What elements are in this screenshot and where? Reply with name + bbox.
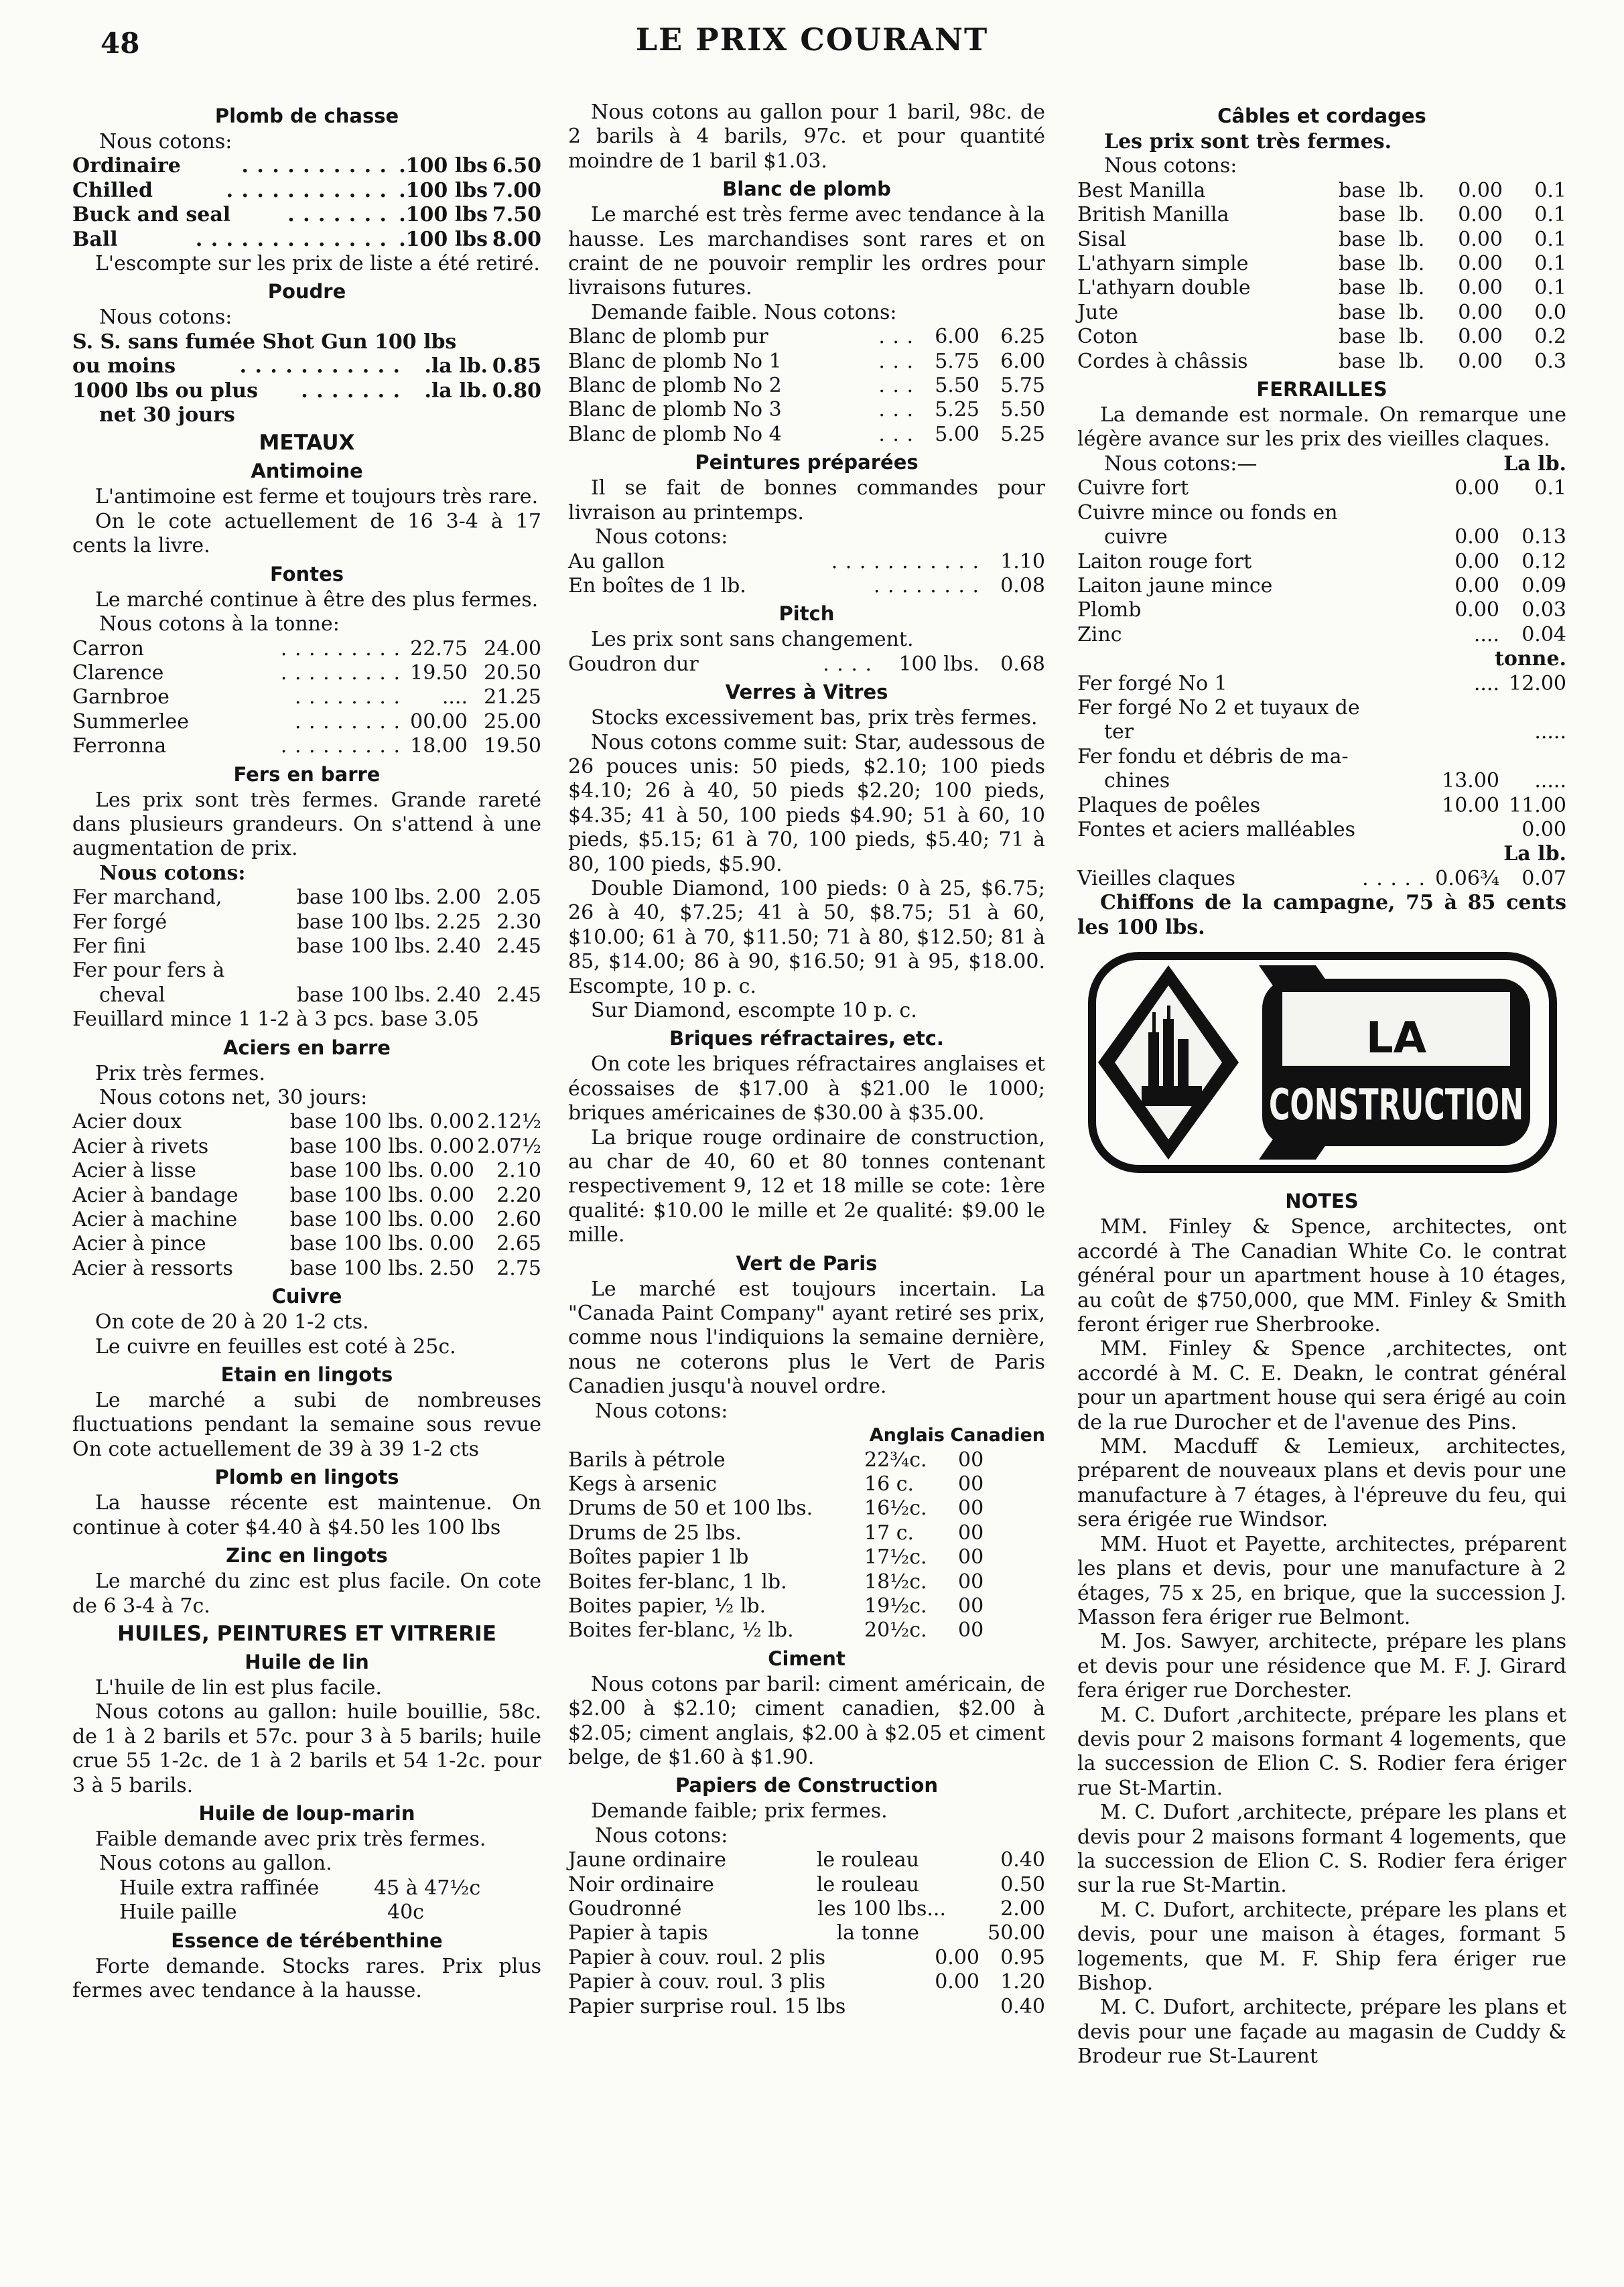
paragraph: L'antimoine est ferme et toujours très rare.: [95, 485, 539, 509]
section-title-poudre: Poudre: [267, 280, 346, 303]
paragraph: Stocks excessivement bas, prix très fermes.: [591, 706, 1038, 730]
section-title-fers-barre: Fers en barre: [233, 762, 381, 786]
section-title-papiers: Papiers de Construction: [675, 1774, 939, 1797]
price-list: [1077, 672, 1566, 843]
price-row: Jute base lb. 0.00 0.0: [1077, 300, 1566, 324]
price-row: ter .....: [1104, 720, 1566, 744]
price-row: Acier à bandage base 100 lbs. 0.00 2.20: [72, 1183, 541, 1207]
paragraph: Forte demande. Stocks rares. Prix plus fermes avec tendance à la hausse.: [72, 1954, 541, 2002]
price-row: Plomb 0.00 0.03: [1077, 598, 1566, 622]
price-row: L'athyarn double base lb. 0.00 0.1: [1077, 276, 1566, 300]
section-title-verres: Verres à Vitres: [725, 681, 888, 704]
paragraph: On cote les briques réfractaires anglaises et écossaises de $17.00 à $21.00 le 1000; briques américaines de $30.00 à $35.00.: [568, 1052, 1045, 1125]
running-head: LE PRIX COURANT: [635, 21, 989, 58]
price-row: Blanc de plomb pur . . . 6.00 6.25: [568, 325, 1045, 349]
price-row: Papier à couv. roul. 2 plis 0.00 0.95: [568, 1945, 1045, 1969]
section-title-fontes: Fontes: [270, 562, 344, 585]
notes-list: [1077, 1215, 1566, 2069]
price-row: Barils à pétrole 22¾c. 00: [568, 1448, 984, 1472]
unit-label: La lb.: [1503, 842, 1566, 866]
paragraph: Le cuivre en feuilles est coté à 25c.: [95, 1334, 456, 1359]
intro: Nous cotons:: [595, 1399, 728, 1423]
price-row: Huile paille 40c: [119, 1900, 424, 1925]
price-row: Carron . . . . . . . . . 22.75 24.00: [72, 636, 541, 661]
section-title-ferrailles: FERRAILLES: [1256, 378, 1388, 401]
price-row: Fer fondu et débris de ma-: [1077, 744, 1349, 768]
intro: Nous cotons:: [595, 525, 728, 549]
paragraph: Demande faible. Nous cotons:: [591, 300, 897, 324]
column-1: [72, 100, 541, 2003]
price-row: chines 13.00 .....: [1104, 769, 1566, 793]
section-title-cables: Câbles et cordages: [1217, 105, 1426, 127]
intro: Nous cotons:: [1104, 154, 1237, 178]
price-list: [72, 637, 541, 759]
price-row: 1000 lbs ou plus . . . . . . . .la lb. 0.80: [72, 378, 541, 403]
price-row: Acier à ressorts base 100 lbs. 2.50 2.75: [72, 1256, 541, 1280]
section-title-briques: Briques réfractaires, etc.: [669, 1027, 944, 1050]
paragraph: Prix très fermes.: [95, 1061, 265, 1085]
price-row: Cuivre fort 0.00 0.1: [1077, 476, 1566, 500]
price-row: Fer forgé No 1 .... 12.00: [1077, 671, 1566, 695]
terms: net 30 jours: [99, 403, 235, 427]
price-row: Fer fini base 100 lbs. 2.40 2.45: [72, 934, 541, 958]
intro: Nous cotons:— La lb.: [1104, 452, 1566, 476]
intro: Nous cotons:: [99, 861, 246, 885]
note-item: M. C. Dufort ,architecte, prépare les plans et devis pour 2 maisons formant 4 logements, que la succession de Elion C. S. Rodier fera ériger rue St-Martin.: [1077, 1703, 1566, 1800]
price-row: Acier doux base 100 lbs. 0.00 2.12½: [72, 1110, 541, 1134]
note-item: MM. Finley & Spence, architectes, ont accordé à The Canadian White Co. le contrat général pour un apartment house à 10 étages, au coût de $750,000, que MM. Finley & Smith feront ériger rue Sherbrooke.: [1077, 1215, 1566, 1337]
price-row: cuivre 0.00 0.13: [1104, 525, 1566, 549]
price-row: Ordinaire . . . . . . . . . . .100 lbs 6.50: [72, 154, 541, 178]
intro: Nous cotons:: [99, 305, 232, 330]
price-row: Drums de 25 lbs. 17 c. 00: [568, 1521, 984, 1545]
price-list: [1077, 179, 1566, 374]
price-list: [568, 325, 1045, 447]
line: Feuillard mince 1 1-2 à 3 pcs. base 3.05: [72, 1008, 480, 1032]
price-row: Goudronné les 100 lbs... 2.00: [568, 1897, 1045, 1921]
paragraph: Sur Diamond, escompte 10 p. c.: [591, 999, 917, 1022]
price-row: Cordes à châssis base lb. 0.00 0.3: [1077, 349, 1566, 373]
price-row: Summerlee . . . . . . . . 00.00 25.00: [72, 709, 541, 734]
price-row: Noir ordinaire le rouleau 0.50: [568, 1872, 1045, 1896]
price-row: Fer forgé base 100 lbs. 2.25 2.30: [72, 910, 541, 934]
intro: Nous cotons net, 30 jours:: [99, 1086, 368, 1109]
section-title-ciment: Ciment: [768, 1647, 845, 1670]
section-title-huile-lin: Huile de lin: [245, 1650, 369, 1673]
paragraph: Chiffons de la campagne, 75 à 85 cents les 100 lbs.: [1077, 891, 1566, 939]
paragraph: Nous cotons par baril: ciment américain, de $2.00 à $2.10; ciment canadien, $2.00 à $2.05; ciment anglais, $2.00 à $2.05 et ciment belge, de $1.60 à $1.90.: [568, 1672, 1045, 1769]
paragraph: Nous cotons comme suit: Star, audessous de 26 pouces unis: 50 pieds, $2.10; 100 pieds $4.10; 26 à 40, 50 pieds $2.20; 100 pieds, $4.35; 41 à 50, 100 pieds $4.90; 51 à 60, 10 pieds, $5.15; 61 à 70, 100 pieds, $5.40; 71 à 80, 100 pieds, $5.90.: [568, 730, 1045, 876]
price-row: Fer marchand, base 100 lbs. 2.00 2.05: [72, 886, 541, 910]
price-row: Coton base lb. 0.00 0.2: [1077, 325, 1566, 349]
price-row: Boites fer-blanc, 1 lb. 18½c. 00: [568, 1570, 984, 1594]
price-row: Plaques de poêles 10.00 11.00: [1077, 793, 1566, 817]
section-title-huiles: HUILES, PEINTURES ET VITRERIE: [117, 1621, 496, 1646]
price-row: Buck and seal . . . . . . . .100 lbs 7.50: [72, 203, 541, 227]
price-list: [72, 886, 541, 1008]
note-item: M. C. Dufort ,architecte, prépare les plans et devis pour 2 maisons formant 4 logements, que la succession de Elion C. S. Rodier fera ériger sur la rue St-Martin.: [1077, 1801, 1566, 1898]
price-row: Sisal base lb. 0.00 0.1: [1077, 227, 1566, 251]
price-row: ou moins . . . . . . . . . . . .la lb. 0.85: [72, 354, 541, 378]
paragraph: La demande est normale. On remarque une légère avance sur les prix des vieilles claques.: [1077, 403, 1566, 452]
paragraph: Nous cotons au gallon pour 1 baril, 98c. de 2 barils à 4 barils, 97c. et pour quantité moindre de 1 baril $1.03.: [568, 100, 1045, 173]
paragraph: La hausse récente est maintenue. On continue à coter $4.40 à $4.50 les 100 lbs: [72, 1491, 541, 1539]
price-row: Acier à machine base 100 lbs. 0.00 2.60: [72, 1208, 541, 1232]
price-row: Best Manilla base lb. 0.00 0.1: [1077, 178, 1566, 202]
paragraph: Le marché est toujours incertain. La "Canada Paint Company" ayant retiré ses prix, comme nous l'indiquions la semaine dernière, nous ne coterons plus le Vert de Paris Canadien jusqu'à nouvel ordre.: [568, 1277, 1045, 1399]
price-row: Clarence . . . . . . . . . 19.50 20.50: [72, 661, 541, 685]
price-list: [72, 154, 541, 252]
note-item: M. C. Dufort, architecte, prépare les plans et devis pour une façade au magasin de Cuddy & Brodeur rue St-Laurent: [1077, 1996, 1566, 2069]
price-row: L'athyarn simple base lb. 0.00 0.1: [1077, 252, 1566, 276]
section-title-huile-loup: Huile de loup-marin: [198, 1801, 415, 1825]
price-row: Blanc de plomb No 3 . . . 5.25 5.50: [568, 398, 1045, 422]
intro: Nous cotons à la tonne:: [99, 612, 340, 636]
price-row: Zinc .... 0.04: [1077, 622, 1566, 646]
line: Fer pour fers à: [72, 959, 225, 983]
price-row: Ferronna . . . . . . . . . 18.00 19.50: [72, 734, 541, 758]
price-row: Au gallon . . . . . . . . . . . 1.10: [568, 549, 1045, 573]
logo-small-text: LA: [1365, 1014, 1427, 1063]
paragraph: Le marché continue à être des plus fermes.: [95, 587, 539, 612]
paragraph: Les prix sont très fermes.: [1104, 130, 1392, 153]
section-title-vert-paris: Vert de Paris: [736, 1251, 878, 1275]
price-row: Laiton jaune mince 0.00 0.09: [1077, 573, 1566, 598]
page-number: 48: [100, 27, 140, 60]
price-row: Fontes et aciers malléables 0.00: [1077, 817, 1566, 841]
price-row: Fer forgé No 2 et tuyaux de: [1077, 695, 1360, 719]
price-row: Blanc de plomb No 2 . . . 5.50 5.75: [568, 374, 1045, 398]
line: S. S. sans fumée Shot Gun 100 lbs: [72, 330, 457, 354]
section-title-metaux: METAUX: [259, 431, 355, 456]
price-row: Garnbroe . . . . . . . . .... 21.25: [72, 685, 541, 709]
section-title-peintures: Peintures préparées: [695, 451, 919, 474]
price-row: Huile extra raffinée 45 à 47½c: [119, 1876, 481, 1900]
price-row: Blanc de plomb No 1 . . . 5.75 6.00: [568, 349, 1045, 373]
paragraph: La brique rouge ordinaire de construction, au char de 40, 60 et 80 tonnes contenant respectivement 9, 12 et 18 mille se cote: 1ère qualité: $10.00 le mille et 2e qualité: $9.00 le mille.: [568, 1125, 1045, 1247]
price-list: [1077, 476, 1566, 647]
paragraph: L'escompte sur les prix de liste a été retiré.: [95, 252, 540, 276]
section-title-plomb-chasse: Plomb de chasse: [214, 105, 399, 127]
price-row: Papier à tapis la tonne 50.00: [568, 1921, 1045, 1945]
paragraph: L'huile de lin est plus facile.: [95, 1675, 382, 1700]
price-row: Vieilles claques . . . . . 0.06¾ 0.07: [1077, 866, 1566, 890]
price-list: [72, 1110, 541, 1281]
column-2: [568, 100, 1045, 2019]
intro: Nous cotons:: [99, 130, 232, 153]
price-row: Papier surprise roul. 15 lbs 0.40: [568, 1994, 1045, 2018]
note-item: MM. Finley & Spence ,architectes, ont accordé à M. C. E. Deakn, le contrat général pour un apartment house qui sera érigé au coin de la rue Durocher et de l'avenue des Pins.: [1077, 1337, 1566, 1434]
price-row: Papier à couv. roul. 3 plis 0.00 1.20: [568, 1970, 1045, 1994]
price-row: Drums de 50 et 100 lbs. 16½c. 00: [568, 1497, 984, 1521]
price-row: Acier à pince base 100 lbs. 0.00 2.65: [72, 1232, 541, 1256]
paragraph: Il se fait de bonnes commandes pour livraison au printemps.: [568, 476, 1045, 525]
price-row: Laiton rouge fort 0.00 0.12: [1077, 549, 1566, 573]
price-row: Kegs à arsenic 16 c. 00: [568, 1472, 984, 1496]
paragraph: Demande faible; prix fermes.: [591, 1799, 888, 1823]
price-row: Ball . . . . . . . . . . . . . .100 lbs 8.00: [72, 227, 541, 251]
price-row: Blanc de plomb No 4 . . . 5.00 5.25: [568, 422, 1045, 446]
paragraph: On le cote actuellement de 16 3-4 à 17 cents la livre.: [72, 509, 541, 558]
paragraph: Nous cotons au gallon: huile bouillie, 58c. de 1 à 2 barils et 57c. pour 3 à 5 barils; huile crue 55 1-2c. de 1 à 2 barils et 54 1-2c. pour 3 à 5 barils.: [72, 1700, 541, 1797]
price-row: Boites fer-blanc, ½ lb. 20½c. 00: [568, 1618, 984, 1643]
paragraph: Les prix sont sans changement.: [591, 628, 914, 652]
price-list: [568, 1448, 1045, 1643]
price-row: Boites papier, ½ lb. 19½c. 00: [568, 1594, 984, 1618]
price-row: Acier à rivets base 100 lbs. 0.00 2.07½: [72, 1134, 541, 1158]
price-row: Acier à lisse base 100 lbs. 0.00 2.10: [72, 1159, 541, 1183]
note-item: M. C. Dufort, architecte, prépare les plans et devis, pour une maison à étages, formant 5 logements, que M. F. Ship fera ériger rue Bishop.: [1077, 1898, 1566, 1995]
intro: Nous cotons au gallon.: [99, 1852, 332, 1876]
price-row: British Manilla base lb. 0.00 0.1: [1077, 203, 1566, 227]
section-title-cuivre: Cuivre: [271, 1285, 342, 1308]
intro: Nous cotons:: [595, 1823, 728, 1848]
price-row: Goudron dur . . . . 100 lbs. 0.68: [568, 652, 1045, 676]
price-row: cheval base 100 lbs. 2.40 2.45: [99, 983, 541, 1007]
section-title-zinc-lingots: Zinc en lingots: [226, 1544, 388, 1568]
section-title-blanc-plomb: Blanc de plomb: [722, 178, 891, 201]
paragraph: Le marché est très ferme avec tendance à la hausse. Les marchandises sont rares et on craint de ne pouvoir remplir les ordres pour livraisons futures.: [568, 203, 1045, 300]
unit-label: tonne.: [1494, 647, 1566, 671]
section-title-notes: NOTES: [1285, 1190, 1359, 1213]
price-row: Jaune ordinaire le rouleau 0.40: [568, 1848, 1045, 1872]
paragraph: Faible demande avec prix très fermes.: [95, 1827, 486, 1851]
logo-big-text: CONSTRUCTION: [1269, 1081, 1524, 1130]
price-list: [568, 1848, 1045, 2019]
paragraph: On cote de 20 à 20 1-2 cts.: [95, 1310, 369, 1334]
note-item: MM. Macduff & Lemieux, architectes, préparent de nouveaux plans et devis pour une manufacture à 7 étages, à l'épreuve du feu, qui sera érigée rue Windsor.: [1077, 1435, 1566, 1532]
section-title-etain: Etain en lingots: [220, 1363, 393, 1387]
paragraph: Le marché a subi de nombreuses fluctuations pendant la semaine sous revue On cote actuellement de 39 à 39 1-2 cts: [72, 1389, 541, 1461]
paragraph: Le marché du zinc est plus facile. On cote de 6 3-4 à 7c.: [72, 1570, 541, 1618]
section-title-terebenthine: Essence de térébenthine: [171, 1929, 443, 1952]
section-title-antimoine: Antimoine: [251, 460, 363, 483]
note-item: MM. Huot et Payette, architectes, préparent les plans et devis, pour une manufacture à 2 étages, 75 x 25, en brique, que la succession J. Masson fera ériger rue Belmont.: [1077, 1532, 1566, 1629]
table-header: Anglais Canadien: [869, 1425, 1045, 1446]
note-item: M. Jos. Sawyer, architecte, prépare les plans et devis pour une résidence que M. F. J. Girard fera ériger rue Dorchester.: [1077, 1630, 1566, 1703]
paragraph: Les prix sont très fermes. Grande rareté dans plusieurs grandeurs. On s'attend à une augmentation de prix.: [72, 788, 541, 861]
price-row: Boîtes papier 1 lb 17½c. 00: [568, 1545, 984, 1570]
section-title-aciers-barre: Aciers en barre: [223, 1036, 391, 1059]
section-title-plomb-lingots: Plomb en lingots: [214, 1466, 399, 1489]
price-row: Chilled . . . . . . . . . . . .100 lbs 7.00: [72, 178, 541, 202]
paragraph: Double Diamond, 100 pieds: 0 à 25, $6.75; 26 à 40, $7.25; 41 à 50, $8.75; 51 à 60, $10.00; 61 à 70, $11.50; 71 à 80, $12.50; 81 à 85, $14.00; 86 à 90, $16.50; 91 à 95, $18.00. Escompte, 10 p. c.: [568, 876, 1045, 998]
section-title-pitch: Pitch: [779, 602, 835, 626]
column-3: [1077, 100, 1566, 2069]
price-row: En boîtes de 1 lb. . . . . . . . . 0.08: [568, 573, 1045, 598]
price-row: Cuivre mince ou fonds en: [1077, 500, 1338, 525]
la-construction-logo: [1088, 952, 1557, 1173]
